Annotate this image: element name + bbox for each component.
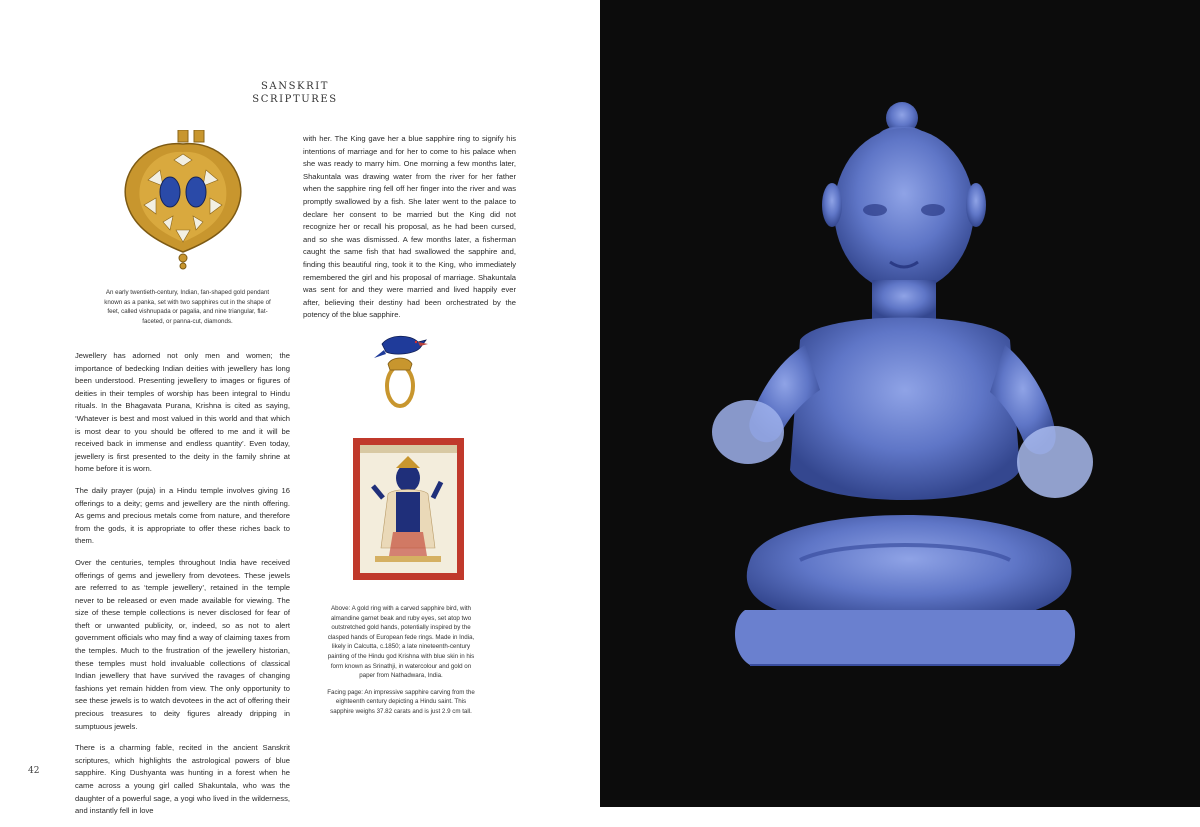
right-page bbox=[600, 0, 1200, 807]
page-number: 42 bbox=[28, 766, 40, 776]
paragraph: There is a charming fable, recited in the ancient Sanskrit scriptures, which highlights the astrological powers of blue sapphire. King Dushyanta was hunting in a forest when he came across a young girl called Shakuntala, who was the daughter of a powerful sage, a yogi who lived in the wilderness, and instantly fell in love bbox=[75, 743, 290, 816]
right-captions bbox=[326, 604, 476, 724]
gold-pendant-image bbox=[108, 130, 258, 275]
text-column-left bbox=[75, 350, 290, 827]
sapphire-bird-ring-image bbox=[370, 328, 430, 410]
above-caption: Above: A gold ring with a carved sapphire bird, with almandine garnet beak and ruby eyes, set atop two outstretched gold hands, potentially inspired by the clasped hands of European fede rings. Made in India, likely in Calcutta, c.1850; a late nineteenth-century painting of the Hindu god Krishna with blue skin in his form known as Srinathji, in watercolour and gold on paper from Nathadwara, India. bbox=[327, 605, 475, 680]
heading-line-1: SANSKRIT bbox=[260, 81, 330, 92]
krishna-painting-image bbox=[353, 438, 464, 580]
left-page bbox=[0, 0, 600, 816]
pendant-caption-text: An early twentieth-century, Indian, fan-shaped gold pendant known as a panka, set with two sapphires cut in the shape of feet, called vishnupada or pagalia, and nine triangular, flat-faceted, or panna-cut, diamonds. bbox=[104, 289, 271, 325]
heading-line-2: SCRIPTURES bbox=[252, 94, 338, 105]
sapphire-carving-image bbox=[600, 0, 1200, 807]
paragraph: with her. The King gave her a blue sapphire ring to signify his intentions of marriage and for her to come to his palace when she was ready to marry him. One morning a few months later, Shakuntala was drawing water from the river for her father when the sapphire ring fell off her finger into the river and was promptly swallowed by a fish. She later went to the palace to declare her consent to be married but the King did not recognize her or recall his proposal, as he had been cursed, and so she was dismissed. A few months later, a fisherman caught the same fish that had swallowed the sapphire and, finding this beautiful ring, took it to the King, who immediately remembered the girl and his proposal of marriage. Shakuntala was sent for and they were married and lived happily ever after, believing their destiny had been orchestrated by the potency of the blue sapphire. bbox=[303, 134, 516, 320]
paragraph: The daily prayer (puja) in a Hindu temple involves giving 16 offerings to a deity; gems and jewellery are the ninth offering. As gems and precious metals come from nature, and therefore from the gods, it is appropriate to offer these riches back to them. bbox=[75, 485, 290, 546]
facing-caption: Facing page: An impressive sapphire carving from the eighteenth century depicting a Hindu saint. This sapphire weighs 37.82 carats and is just 2.9 cm tall. bbox=[327, 688, 475, 715]
paragraph: Over the centuries, temples throughout India have received offerings of gems and jewellery from devotees. These jewels are referred to as ‘temple jewellery’, retained in the temple never to be released or even made available for viewing. The size of these temple collections is never disclosed for fear of theft or unwanted publicity, or, indeed, so as not to alert government officials who may find a way of claiming taxes from the temples. Much to the frustration of the jewellery historian, these temples must hold invaluable collections of classical Indian jewellery that have survived the ravages of changing fashions yet remain hidden from view. The only opportunity to see these jewels is to watch devotees in the act of offering their precious treasures to deity figures already dripping in sumptuous jewels. bbox=[75, 557, 290, 731]
pendant-caption bbox=[100, 288, 275, 333]
text-column-right bbox=[303, 133, 516, 331]
section-heading bbox=[200, 80, 390, 106]
paragraph: Jewellery has adorned not only men and women; the importance of bedecking Indian deities with jewellery has long been understood. Presenting jewellery to images or figures of deities in their temples of worship has been integral to Hindu rituals. In the Bhagavata Purana, Krishna is cited as saying, ‘Whatever is best and most valued in this world and that which is most dear to you should be offered to me and it will be received back in immense and endless quantity’. Even today, jewellery is first presented to the deity in the family shrine at home before it is worn. bbox=[75, 351, 290, 474]
